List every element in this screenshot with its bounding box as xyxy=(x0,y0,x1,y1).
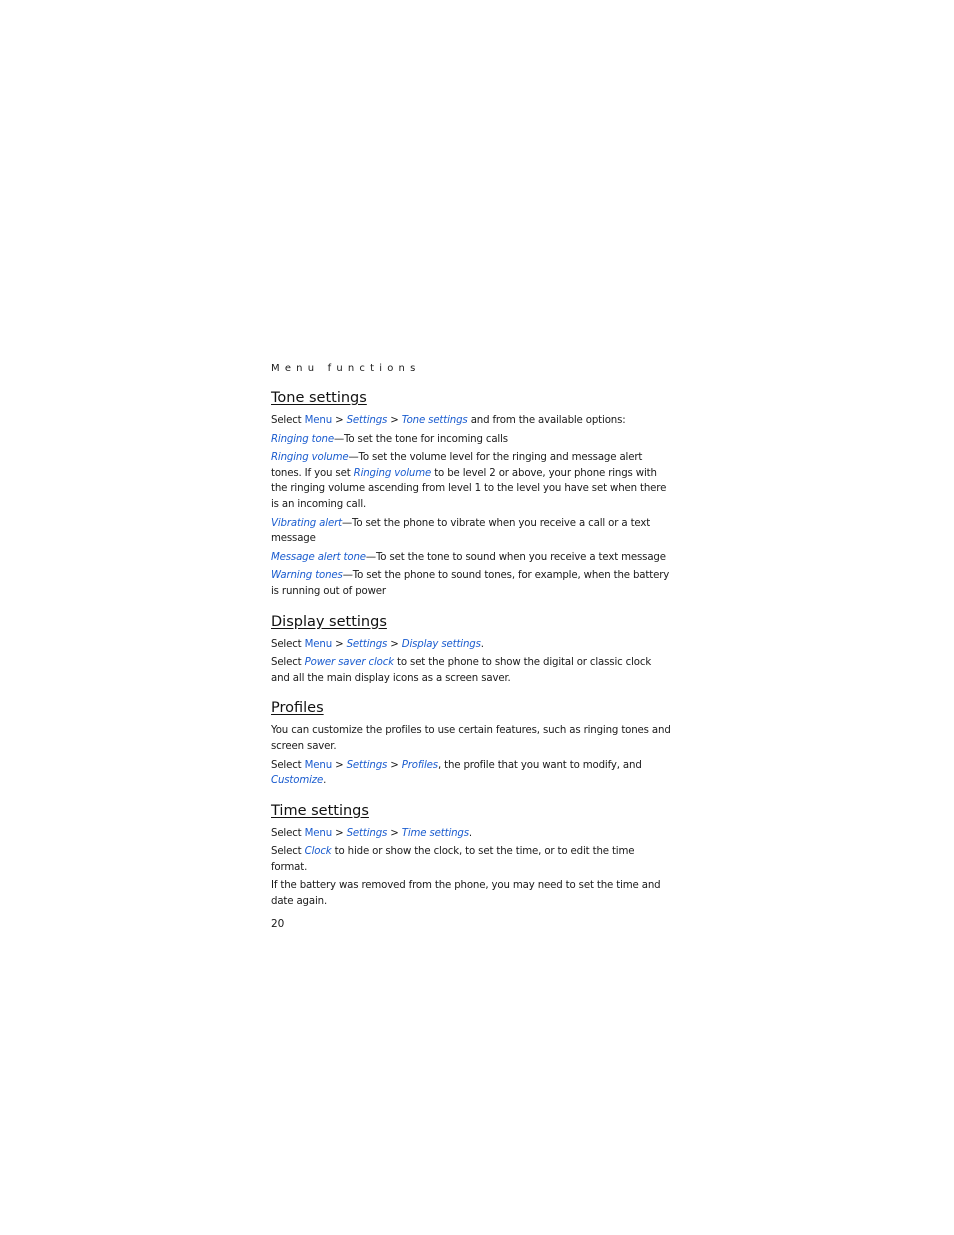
menu-link: Menu xyxy=(304,827,332,839)
time-settings-heading: Time settings xyxy=(271,802,369,819)
time-settings-link: Time settings xyxy=(401,827,469,839)
section-display-settings xyxy=(271,612,671,687)
time-settings-path: Select Menu > Settings > Time settings. xyxy=(271,827,473,839)
profiles-heading: Profiles xyxy=(271,700,324,717)
option-vibrating-alert: Vibrating alert—To set the phone to vibrate when you receive a call or a text message xyxy=(271,517,651,545)
time-clock-option: Select Clock to hide or show the clock, to set the time, or to edit the time format. xyxy=(271,846,635,873)
display-power-saver: Select Power saver clock to set the phone to show the digital or classic clock and all the main display icons as a screen saver. xyxy=(271,657,652,684)
profiles-path: Select Menu > Settings > Profiles, the profile that you want to modify, and Customize. xyxy=(271,759,642,787)
option-ringing-tone: Ringing tone—To set the tone for incoming calls xyxy=(271,433,508,445)
profiles-link: Profiles xyxy=(401,759,438,771)
display-settings-path: Select Menu > Settings > Display settings. xyxy=(271,638,484,650)
tone-settings-path: Select Menu > Settings > Tone settings and from the available options: xyxy=(271,415,626,426)
clock-link: Clock xyxy=(304,846,332,858)
option-message-alert-tone: Message alert tone—To set the tone to sound when you receive a text message xyxy=(271,551,666,563)
power-saver-clock-link: Power saver clock xyxy=(304,657,394,669)
profiles-intro: You can customize the profiles to use certain features, such as ringing tones and screen saver. xyxy=(271,725,671,752)
running-head: Menu functions xyxy=(271,363,421,374)
tone-settings-heading: Tone settings xyxy=(271,390,367,406)
section-time-settings xyxy=(271,801,671,910)
option-ringing-volume: Ringing volume—To set the volume level for the ringing and message alert tones. If you set Ringing volume to be level 2 or above, your phone rings with the ringing volume ascending from level 1 to the level you have set when there is an incoming call. xyxy=(271,452,667,510)
customize-link: Customize xyxy=(271,775,324,787)
display-settings-heading: Display settings xyxy=(271,613,387,630)
display-settings-link: Display settings xyxy=(401,638,481,650)
option-warning-tones: Warning tones—To set the phone to sound tones, for example, when the battery is running out of power xyxy=(271,570,670,597)
section-profiles xyxy=(271,698,671,788)
menu-link: Menu xyxy=(304,415,332,426)
time-battery-note: If the battery was removed from the phone, you may need to set the time and date again. xyxy=(271,880,661,908)
menu-link: Menu xyxy=(304,638,332,650)
tone-settings-link: Tone settings xyxy=(401,415,468,426)
manual-page xyxy=(271,362,671,931)
settings-link: Settings xyxy=(346,415,388,426)
settings-link: Settings xyxy=(346,827,388,839)
section-tone-settings xyxy=(271,388,671,600)
settings-link: Settings xyxy=(346,759,388,771)
menu-link: Menu xyxy=(304,759,332,771)
settings-link: Settings xyxy=(346,638,388,650)
page-number: 20 xyxy=(271,917,285,930)
